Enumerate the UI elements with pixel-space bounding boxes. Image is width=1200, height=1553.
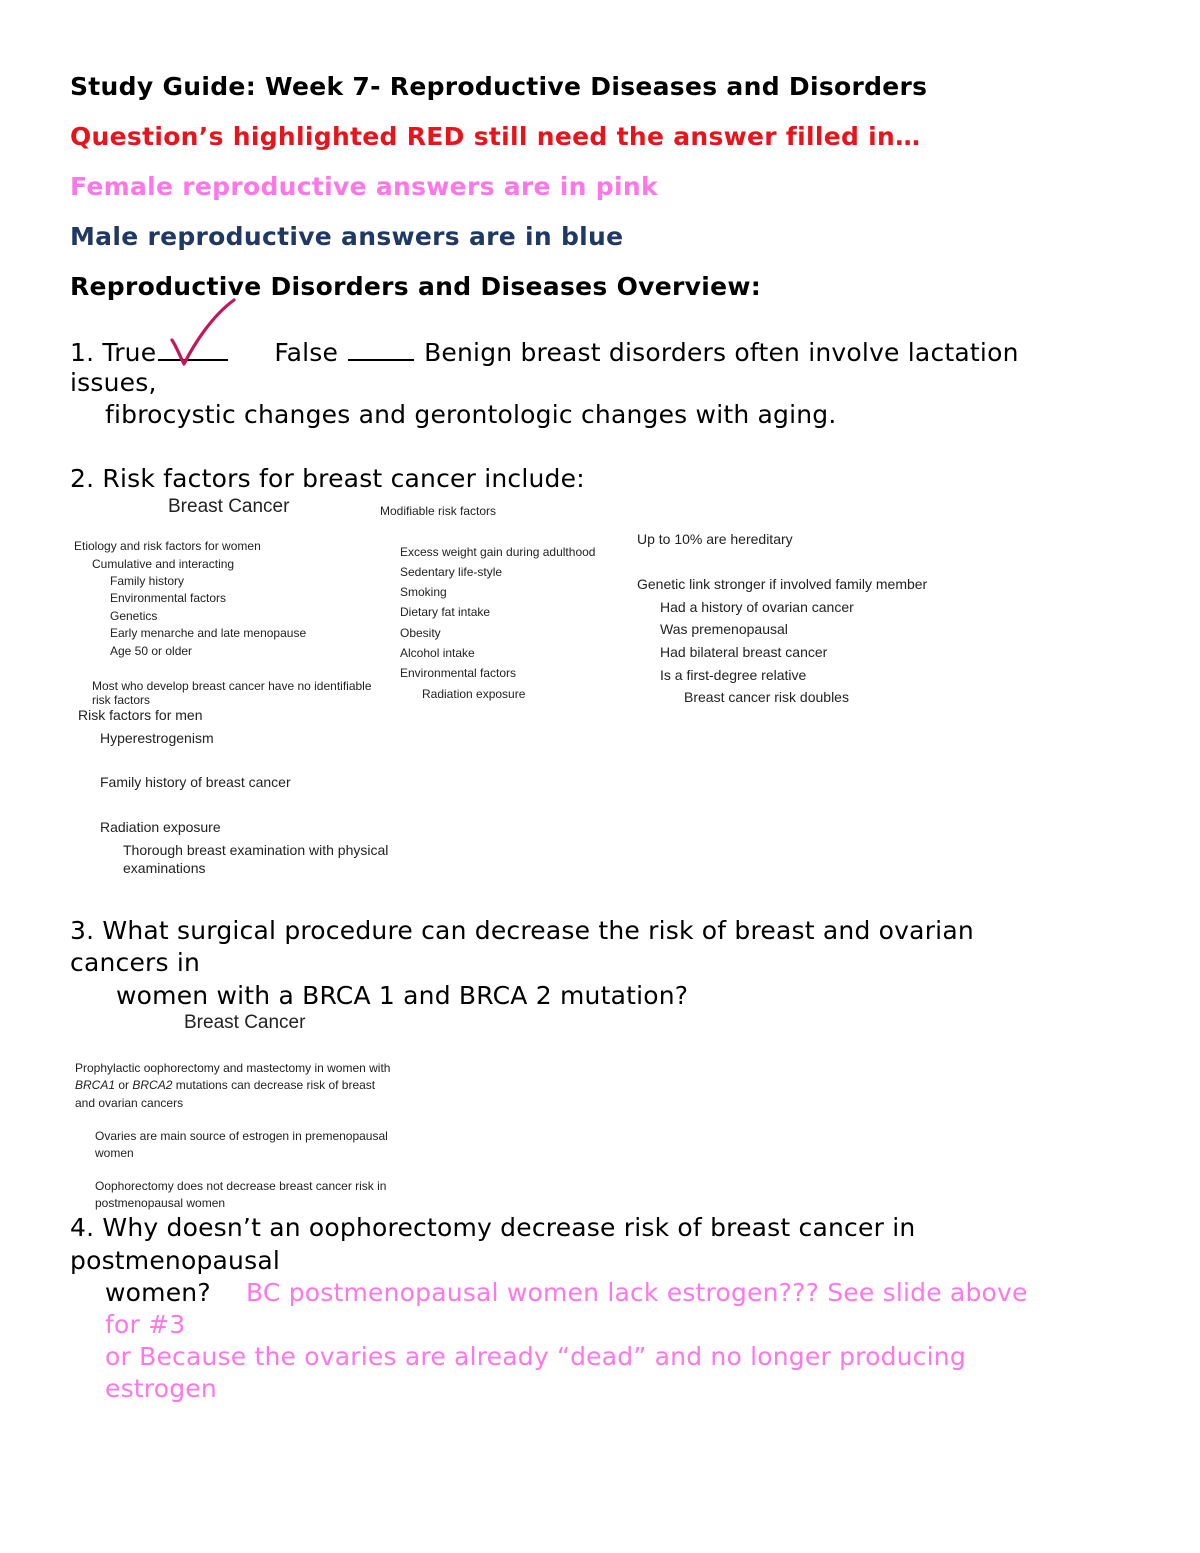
- document-title: Study Guide: Week 7- Reproductive Diseases and Disorders: [70, 72, 928, 101]
- modifiable-item: Smoking: [400, 585, 447, 599]
- modifiable-item: Sedentary life-style: [400, 565, 503, 579]
- genetic-link-sub-item: Breast cancer risk doubles: [684, 689, 849, 705]
- genetic-link-note: Genetic link stronger if involved family member: [637, 576, 928, 592]
- genetic-link-item: Is a first-degree relative: [660, 667, 807, 683]
- genetic-link-item: Had bilateral breast cancer: [660, 644, 828, 660]
- q4-answer: BC postmenopausal women lack estrogen??? See slide above: [246, 1278, 1028, 1307]
- prophylactic-note-line2: BRCA1 or BRCA2 mutations can decrease risk of breast: [75, 1078, 376, 1092]
- question-4-text-end: women?: [105, 1278, 211, 1307]
- question-4-text: 4. Why doesn’t an oophorectomy decrease risk of breast cancer in: [70, 1213, 916, 1242]
- q1-false-label: False: [274, 338, 339, 367]
- modifiable-item: Dietary fat intake: [400, 605, 491, 619]
- question-2-text: 2. Risk factors for breast cancer include:: [70, 464, 585, 493]
- question-3-text: 3. What surgical procedure can decrease the risk of breast and ovarian: [70, 916, 974, 945]
- women-risk-item: Age 50 or older: [110, 644, 193, 658]
- modifiable-item: Alcohol intake: [400, 646, 475, 660]
- q4-answer-continued: for #3: [105, 1310, 186, 1339]
- q1-true-label: 1. True: [70, 338, 157, 367]
- women-risk-sub: Cumulative and interacting: [92, 557, 235, 571]
- ovaries-note-end: women: [95, 1146, 134, 1160]
- pink-note: Female reproductive answers are in pink: [70, 172, 658, 201]
- women-risk-item: Early menarche and late menopause: [110, 626, 307, 640]
- q1-false-blank: [348, 337, 414, 361]
- women-risk-item: Family history: [110, 574, 185, 588]
- women-risk-heading: Etiology and risk factors for women: [74, 539, 261, 553]
- prophylactic-note: Prophylactic oophorectomy and mastectomy in women with: [75, 1061, 391, 1075]
- question-4-text-continued: postmenopausal: [70, 1246, 280, 1275]
- brca1-label: BRCA1: [75, 1078, 116, 1092]
- men-risk-item: Hyperestrogenism: [100, 730, 214, 746]
- q1-text-end: fibrocystic changes and gerontologic changes with aging.: [105, 400, 837, 429]
- men-risk-item: Family history of breast cancer: [100, 774, 291, 790]
- oophorectomy-note-end: postmenopausal women: [95, 1196, 226, 1210]
- section-title: Reproductive Disorders and Diseases Overview:: [70, 272, 762, 301]
- men-risk-heading: Risk factors for men: [78, 707, 203, 723]
- genetic-link-item: Had a history of ovarian cancer: [660, 599, 854, 615]
- prophylactic-note-end: and ovarian cancers: [75, 1096, 184, 1110]
- modifiable-item: Obesity: [400, 626, 441, 640]
- exam-note-end: examinations: [123, 860, 206, 876]
- blue-note: Male reproductive answers are in blue: [70, 222, 624, 251]
- oophorectomy-note: Oophorectomy does not decrease breast cancer risk in: [95, 1179, 387, 1193]
- q3-slide-title: Breast Cancer: [184, 1012, 306, 1033]
- question-3-text-continued: cancers in: [70, 948, 201, 977]
- q1-text: Benign breast disorders often involve lactation: [424, 338, 1019, 367]
- women-risk-item: Environmental factors: [110, 591, 227, 605]
- modifiable-item: Excess weight gain during adulthood: [400, 545, 596, 559]
- men-risk-item: Radiation exposure: [100, 819, 221, 835]
- ovaries-note: Ovaries are main source of estrogen in premenopausal: [95, 1129, 388, 1143]
- q2-slide-title: Breast Cancer: [168, 496, 290, 517]
- hereditary-note: Up to 10% are hereditary: [637, 531, 793, 547]
- checkmark-icon: [168, 296, 238, 368]
- red-note: Question’s highlighted RED still need the answer filled in…: [70, 122, 921, 151]
- women-risk-item: Genetics: [110, 609, 158, 623]
- q1-text-continued: issues,: [70, 368, 157, 397]
- no-risk-note-end: risk factors: [92, 693, 151, 707]
- no-risk-note: Most who develop breast cancer have no identifiable: [92, 679, 372, 693]
- q4-answer-alt-end: estrogen: [105, 1374, 217, 1403]
- modifiable-item: Environmental factors: [400, 666, 517, 680]
- question-3-text-end: women with a BRCA 1 and BRCA 2 mutation?: [116, 981, 689, 1010]
- brca2-label: BRCA2: [132, 1078, 173, 1092]
- exam-note: Thorough breast examination with physical: [123, 842, 389, 858]
- modifiable-sub-item: Radiation exposure: [422, 687, 526, 701]
- q4-answer-alt: or Because the ovaries are already “dead” and no longer producing: [105, 1342, 966, 1371]
- genetic-link-item: Was premenopausal: [660, 621, 788, 637]
- modifiable-heading: Modifiable risk factors: [380, 504, 497, 518]
